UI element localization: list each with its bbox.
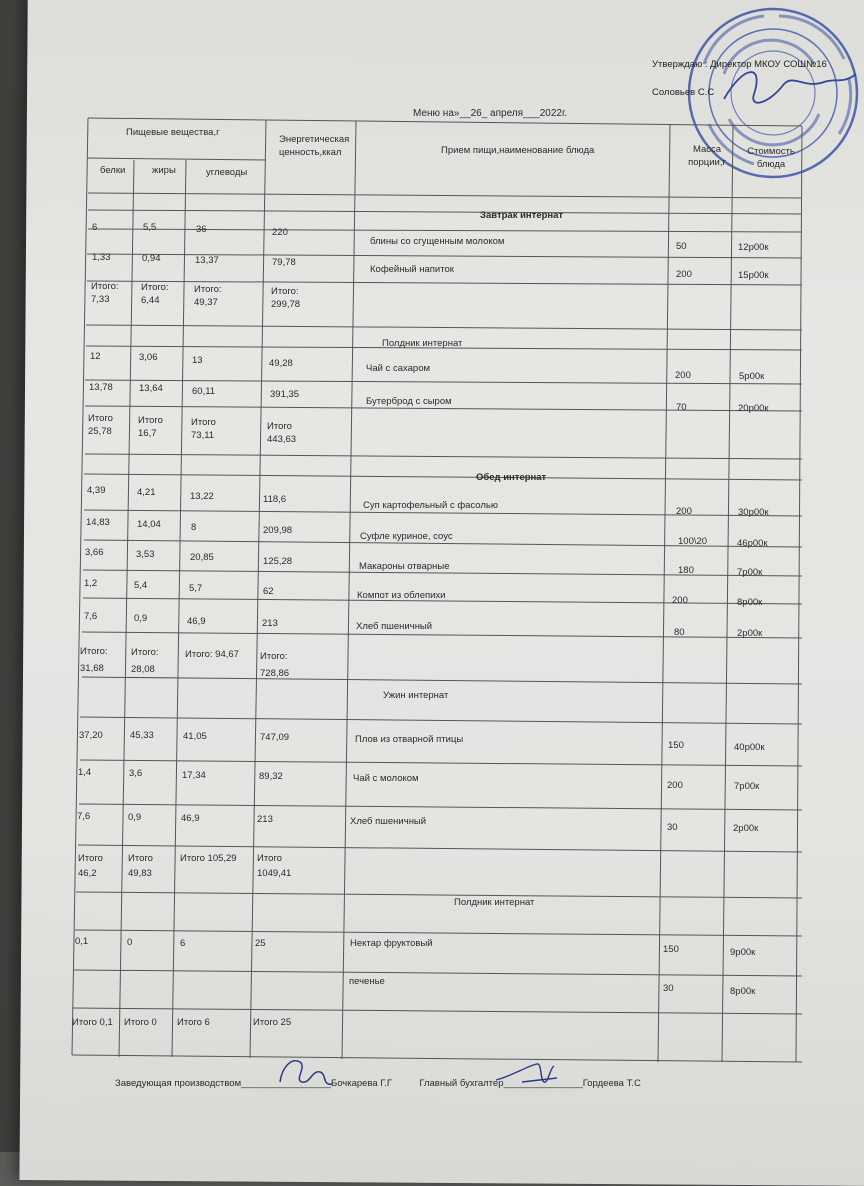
cell-protein: 6 — [92, 222, 98, 233]
cell-energy: 213 — [262, 618, 278, 629]
cell-dish: Нектар фруктовый — [350, 938, 433, 949]
cell-protein: 0,1 — [75, 936, 89, 947]
cell-mass: 200 — [667, 780, 683, 791]
footer-name-production: Бочкарева Г.Г — [330, 1078, 393, 1089]
cell-fat-total: Итого: 6,44 — [141, 282, 169, 306]
footer-label-accountant: Главный бухгалтер — [419, 1078, 504, 1089]
cell-energy: 213 — [257, 814, 273, 825]
cell-cost: 9р00к — [730, 947, 756, 958]
cell-carbs: 5,7 — [189, 583, 203, 594]
cell-protein-total: Итого: 31,68 — [80, 646, 108, 674]
cell-fat: 45,33 — [130, 730, 154, 741]
cell-energy: 62 — [263, 586, 274, 597]
cell-carbs: 17,34 — [182, 770, 206, 781]
cell-protein: 14,83 — [86, 517, 110, 528]
cell-protein: 4,39 — [87, 485, 106, 496]
cell-cost: 20р00к — [738, 403, 769, 414]
cell-mass: 70 — [676, 402, 687, 413]
footer-signatures: Заведующая производством_________________Бочкарева Г.Г Главный бухгалтер_______________Гордеева Т.С — [115, 1078, 641, 1089]
cell-dish: Бутерброд с сыром — [366, 396, 452, 407]
cell-mass: 200 — [672, 595, 688, 606]
cell-carbs-total: Итого 6 — [177, 1017, 210, 1028]
cell-carbs: 46,9 — [181, 813, 200, 824]
cell-fat: 3,6 — [129, 768, 143, 779]
cell-fat: 3,06 — [139, 352, 158, 363]
cell-dish: Чай с сахаром — [366, 363, 431, 374]
footer-name-accountant: Гордеева Т.С — [582, 1078, 641, 1089]
cell-energy: 49,28 — [269, 358, 293, 369]
section-breakfast: Завтрак интернат — [480, 210, 564, 221]
section-snack-1: Полдник интернат — [382, 338, 463, 349]
cell-mass: 80 — [674, 627, 685, 638]
cell-mass: 200 — [675, 370, 691, 381]
menu-title: Меню на»__26_ апреля___2022г. — [413, 108, 568, 119]
cell-energy-total: Итого: 728,86 — [260, 651, 290, 679]
header-dish: Прием пищи,наименование блюда — [441, 145, 595, 156]
cell-energy-total: Итого 25 — [253, 1017, 292, 1028]
cell-carbs-total: Итого: 94,67 — [185, 649, 239, 660]
cell-protein: 1,4 — [78, 767, 92, 778]
cell-carbs: 6 — [180, 938, 186, 949]
cell-carbs: 13 — [192, 355, 203, 366]
cell-mass: 30 — [667, 822, 678, 833]
cell-fat: 5,4 — [134, 580, 148, 591]
cell-energy: 209,98 — [263, 525, 293, 536]
cell-carbs-total: Итого 73,11 — [191, 417, 216, 441]
cell-cost: 40р00к — [734, 742, 765, 753]
cell-fat: 5,5 — [143, 222, 157, 233]
cell-protein: 13,78 — [89, 382, 113, 393]
cell-protein: 3,66 — [85, 547, 104, 558]
header-fat: жиры — [152, 165, 176, 176]
cell-dish: Хлеб пшеничный — [356, 621, 433, 632]
cell-energy: 79,78 — [272, 257, 296, 268]
cell-cost: 2р00к — [733, 823, 759, 834]
cell-protein-total: Итого: 7,33 — [91, 281, 119, 305]
cell-protein: 7,6 — [84, 611, 98, 622]
cell-protein: 12 — [90, 351, 101, 362]
cell-cost: 7р00к — [734, 781, 760, 792]
header-nutrients: Пищевые вещества,г — [126, 127, 220, 138]
cell-cost: 46р00к — [737, 538, 768, 549]
cell-dish: Макароны отварные — [359, 561, 450, 572]
cell-fat: 3,53 — [136, 549, 155, 560]
cell-mass: 30 — [663, 983, 674, 994]
cell-cost: 8р00к — [730, 986, 756, 997]
cell-dish: Хлеб пшеничный — [350, 816, 427, 827]
cell-dish: печенье — [349, 976, 385, 987]
cell-dish: Чай с молоком — [353, 773, 419, 784]
header-carbs: углеводы — [206, 167, 248, 178]
cell-carbs: 8 — [191, 522, 197, 533]
section-snack-2: Полдник интернат — [454, 897, 535, 908]
cell-energy: 747,09 — [260, 732, 290, 743]
cell-protein-total: Итого 46,2 — [78, 853, 103, 879]
header-energy: Энергетическая ценность,ккал — [279, 134, 350, 158]
cell-cost: 5р00к — [739, 371, 765, 382]
cell-mass: 50 — [676, 241, 687, 252]
header-mass: Масса порции,г — [688, 144, 726, 168]
cell-energy-total: Итого 443,63 — [267, 421, 297, 445]
cell-dish: Суфле куриное, соус — [360, 531, 453, 542]
section-dinner: Ужин интернат — [383, 690, 449, 701]
cell-protein: 1,33 — [92, 252, 111, 263]
cell-fat: 0,9 — [128, 812, 142, 823]
cell-carbs: 13,22 — [190, 491, 214, 502]
cell-fat-total: Итого 49,83 — [128, 853, 153, 879]
cell-energy-total: Итого 1049,41 — [257, 853, 292, 879]
cell-mass: 180 — [678, 565, 694, 576]
cell-fat: 0,94 — [142, 253, 161, 264]
cell-energy-total: Итого: 299,78 — [271, 286, 301, 310]
cell-dish: Компот из облепихи — [357, 590, 446, 601]
cell-protein: 37,20 — [79, 730, 103, 741]
cell-cost: 2р00к — [737, 628, 763, 639]
cell-energy: 391,35 — [270, 389, 300, 400]
header-cost: Стоимость блюда — [747, 146, 795, 170]
cell-protein-total: Итого 25,78 — [88, 413, 113, 437]
cell-dish: Кофейный напиток — [370, 264, 454, 275]
cell-energy: 125,28 — [263, 556, 293, 567]
cell-carbs: 36 — [196, 224, 207, 235]
cell-mass: 150 — [663, 944, 679, 955]
cell-fat: 13,64 — [139, 383, 163, 394]
cell-fat-total: Итого 16,7 — [138, 415, 163, 439]
cell-carbs-total: Итого: 49,37 — [194, 284, 222, 308]
cell-cost: 15р00к — [738, 270, 769, 281]
cell-carbs: 41,05 — [183, 731, 207, 742]
cell-protein: 1,2 — [84, 578, 98, 589]
approval-line-2: Соловьев С.С — [652, 87, 715, 98]
cell-mass: 150 — [668, 740, 684, 751]
cell-carbs: 20,85 — [190, 552, 214, 563]
cell-energy: 118,6 — [263, 494, 287, 505]
cell-carbs-total: Итого 105,29 — [180, 853, 237, 864]
cell-mass: 200 — [676, 506, 692, 517]
cell-fat: 0,9 — [134, 613, 148, 624]
cell-dish: Плов из отварной птицы — [355, 734, 464, 745]
cell-energy: 220 — [272, 227, 288, 238]
approval-line-1: Утверждаю : Директор МКОУ СОШ№16 — [652, 59, 827, 70]
cell-fat: 0 — [127, 937, 133, 948]
header-protein: белки — [100, 165, 126, 176]
cell-fat-total: Итого 0 — [124, 1017, 157, 1028]
cell-carbs: 46,9 — [187, 616, 206, 627]
cell-cost: 7р00к — [737, 567, 763, 578]
cell-energy: 89,32 — [259, 771, 283, 782]
cell-cost: 8р00к — [737, 597, 763, 608]
cell-energy: 25 — [255, 938, 266, 949]
cell-protein-total: Итого 0,1 — [72, 1017, 113, 1028]
section-lunch: Обед интернат — [476, 472, 547, 483]
cell-cost: 12р00к — [738, 242, 769, 253]
cell-carbs: 60,11 — [192, 386, 216, 397]
cell-fat: 14,04 — [137, 519, 161, 530]
cell-fat-total: Итого: 28,08 — [131, 647, 159, 675]
cell-carbs: 13,37 — [195, 255, 219, 266]
cell-dish: блины со сгущенным молоком — [370, 236, 505, 247]
cell-mass: 100\20 — [678, 536, 708, 547]
cell-dish: Суп картофельный с фасолью — [363, 500, 498, 511]
cell-fat: 4,21 — [137, 487, 156, 498]
cell-cost: 30р00к — [738, 507, 769, 518]
cell-protein: 7,6 — [77, 811, 91, 822]
cell-mass: 200 — [676, 269, 692, 280]
footer-label-production: Заведующая производством — [115, 1078, 242, 1089]
